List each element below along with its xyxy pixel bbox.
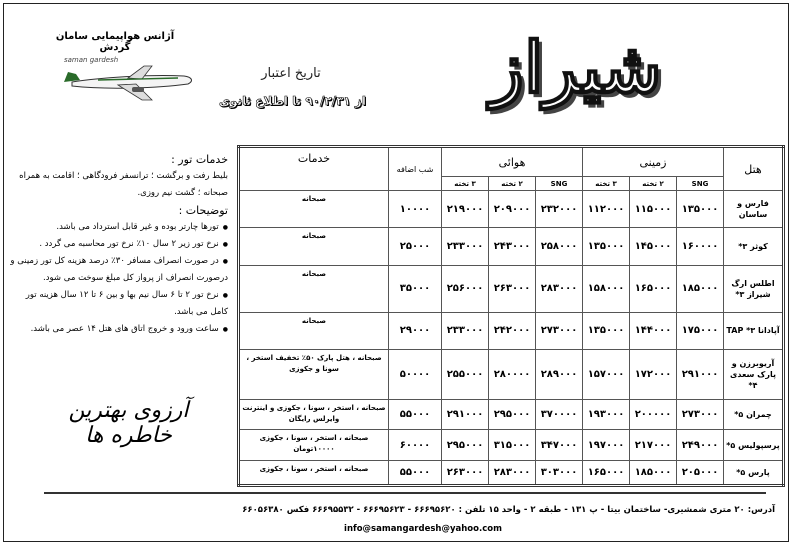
price-air-double: ۳۱۵۰۰۰	[489, 430, 536, 460]
price-ground-triple: ۱۱۲۰۰۰	[583, 191, 630, 228]
price-air-double: ۲۸۰۰۰۰	[489, 349, 536, 400]
note-item: ● نرخ تور ۲ تا ۶ سال نیم بها و بین ۶ تا ۱۲ سال هزینه تور کامل می باشد.	[10, 287, 228, 321]
table-row	[239, 349, 784, 400]
hotel-name: فارس و ساسان	[724, 191, 784, 228]
table-row	[239, 400, 784, 430]
price-air-sng: ۳۷۰۰۰۰	[536, 400, 583, 430]
tour-notes	[10, 151, 228, 338]
services-cell: صبحانه	[239, 191, 389, 228]
note-item: ● در صورت انصراف مسافر ۳۰٪ درصد هزینه کل تور زمینی و درصورت انصراف از پرواز کل مبلغ سوخت می شود.	[10, 253, 228, 287]
header-air: هوائی	[442, 147, 583, 177]
price-air-sng: ۳۰۳۰۰۰	[536, 460, 583, 485]
price-ground-sng: ۱۶۰۰۰۰	[677, 228, 724, 265]
slogan: آرزوی بهترین خاطره ها	[68, 398, 189, 448]
hotel-name: اطلس ارگ شیراز ۳*	[724, 265, 784, 312]
table-row	[239, 265, 784, 312]
hotel-name: آپادانا ۳* TAP	[724, 313, 784, 349]
footer-divider	[44, 492, 766, 494]
explanations-title: توضیحات :	[178, 204, 228, 217]
price-ground-triple: ۱۹۷۰۰۰	[583, 430, 630, 460]
price-air-triple: ۲۹۵۰۰۰	[442, 430, 489, 460]
price-ground-double: ۱۷۲۰۰۰	[630, 349, 677, 400]
price-air-sng: ۲۸۹۰۰۰	[536, 349, 583, 400]
price-ground-double: ۱۱۵۰۰۰	[630, 191, 677, 228]
price-extra-night: ۵۵۰۰۰	[389, 400, 442, 430]
price-ground-double: ۲۰۰۰۰۰	[630, 400, 677, 430]
header-hotel: هتل	[724, 147, 784, 191]
subheader-ground-double: ۲ تخته	[630, 177, 677, 191]
price-air-double: ۲۸۳۰۰۰	[489, 460, 536, 485]
price-ground-double: ۲۱۷۰۰۰	[630, 430, 677, 460]
price-air-double: ۲۴۳۰۰۰	[489, 228, 536, 265]
price-ground-triple: ۱۳۵۰۰۰	[583, 313, 630, 349]
price-air-double: ۲۰۹۰۰۰	[489, 191, 536, 228]
price-ground-triple: ۱۶۵۰۰۰	[583, 460, 630, 485]
hotel-name: پارس ۵*	[724, 460, 784, 485]
price-ground-double: ۱۶۵۰۰۰	[630, 265, 677, 312]
explanations-list	[10, 219, 228, 338]
logo-text: saman gardesh	[64, 56, 119, 64]
table-row	[239, 313, 784, 349]
price-air-triple: ۲۱۹۰۰۰	[442, 191, 489, 228]
price-extra-night: ۲۵۰۰۰	[389, 228, 442, 265]
table-row	[239, 430, 784, 460]
price-air-triple: ۲۹۱۰۰۰	[442, 400, 489, 430]
price-extra-night: ۱۰۰۰۰	[389, 191, 442, 228]
price-air-sng: ۲۵۸۰۰۰	[536, 228, 583, 265]
agency-name: آژانس هواپیمایی سامان گردش	[55, 31, 175, 53]
table-row	[239, 191, 784, 228]
price-air-double: ۲۴۲۰۰۰	[489, 313, 536, 349]
note-item: ● تورها چارتر بوده و غیر قابل استرداد می باشد.	[10, 219, 228, 236]
price-extra-night: ۵۰۰۰۰	[389, 349, 442, 400]
price-ground-sng: ۲۰۵۰۰۰	[677, 460, 724, 485]
price-air-triple: ۲۶۳۰۰۰	[442, 460, 489, 485]
price-table	[237, 145, 785, 487]
price-air-sng: ۲۷۳۰۰۰	[536, 313, 583, 349]
services-cell: صبحانه ، استخر ، سونا ، جکوزی	[239, 460, 389, 485]
price-ground-sng: ۱۳۵۰۰۰	[677, 191, 724, 228]
price-air-triple: ۲۵۶۰۰۰	[442, 265, 489, 312]
price-ground-triple: ۱۹۳۰۰۰	[583, 400, 630, 430]
price-ground-triple: ۱۵۸۰۰۰	[583, 265, 630, 312]
hotel-name: آریوبرزن و پارک سعدی ۴*	[724, 349, 784, 400]
price-ground-double: ۱۴۴۰۰۰	[630, 313, 677, 349]
price-ground-sng: ۲۴۹۰۰۰	[677, 430, 724, 460]
subheader-air-double: ۲ تخته	[489, 177, 536, 191]
header-extra-night: شب اضافه	[389, 147, 442, 191]
services-cell: صبحانه	[239, 228, 389, 265]
price-ground-triple: ۱۵۷۰۰۰	[583, 349, 630, 400]
header-ground: زمینی	[583, 147, 724, 177]
price-extra-night: ۵۵۰۰۰	[389, 460, 442, 485]
note-item: ● ساعت ورود و خروج اتاق های هتل ۱۴ عصر می باشد.	[10, 321, 228, 338]
price-ground-sng: ۲۷۳۰۰۰	[677, 400, 724, 430]
price-ground-sng: ۱۷۵۰۰۰	[677, 313, 724, 349]
services-cell: صبحانه ، استخر ، سونا ، جکوزی ۱۰۰۰۰تومان	[239, 430, 389, 460]
price-ground-double: ۱۸۵۰۰۰	[630, 460, 677, 485]
price-air-sng: ۳۴۷۰۰۰	[536, 430, 583, 460]
services-cell: صبحانه ، استخر ، سونا ، جکوزی و اینترنت وایرلس رایگان	[239, 400, 389, 430]
footer-address: آدرس: ۲۰ متری شمشیری- ساختمان بیتا - پ ۱۳۱ - طبقه ۲ - واحد ۱۵ تلفن : ۶۶۶۹۵۶۲۰ - ۶۶۶۹۵۶۲۳ - ۶۶۶۹۵۵۳۲ فکس ۶۶۰۵۶۳۸۰	[242, 505, 775, 515]
price-air-triple: ۲۵۵۰۰۰	[442, 349, 489, 400]
services-title: خدمات تور :	[171, 153, 228, 166]
price-ground-double: ۱۴۵۰۰۰	[630, 228, 677, 265]
price-ground-sng: ۲۹۱۰۰۰	[677, 349, 724, 400]
subheader-ground-sng: SNG	[677, 177, 724, 191]
services-cell: صبحانه ، هتل پارک ۵۰٪ تخفیف استخر ، سونا و جکوزی	[239, 349, 389, 400]
subheader-air-sng: SNG	[536, 177, 583, 191]
table-row	[239, 228, 784, 265]
price-air-double: ۲۹۵۰۰۰	[489, 400, 536, 430]
price-air-triple: ۲۳۳۰۰۰	[442, 228, 489, 265]
price-extra-night: ۶۰۰۰۰	[389, 430, 442, 460]
price-ground-sng: ۱۸۵۰۰۰	[677, 265, 724, 312]
services-cell: صبحانه	[239, 265, 389, 312]
price-air-double: ۲۶۳۰۰۰	[489, 265, 536, 312]
subheader-ground-triple: ۳ تخته	[583, 177, 630, 191]
hotel-name: چمران ۵*	[724, 400, 784, 430]
price-ground-triple: ۱۳۵۰۰۰	[583, 228, 630, 265]
footer-email[interactable]: info@samangardesh@yahoo.com	[344, 524, 502, 534]
hotel-name: کوثر ۳*	[724, 228, 784, 265]
subheader-air-triple: ۳ تخته	[442, 177, 489, 191]
hotel-name: پرسپولیس ۵*	[724, 430, 784, 460]
services-cell: صبحانه	[239, 313, 389, 349]
table-row	[239, 460, 784, 485]
note-item: ● نرخ تور زیر ۲ سال ۱۰٪ نرخ تور محاسبه می گردد .	[10, 236, 228, 253]
price-air-sng: ۲۸۳۰۰۰	[536, 265, 583, 312]
price-extra-night: ۲۹۰۰۰	[389, 313, 442, 349]
header-services: خدمات	[239, 147, 389, 191]
price-air-triple: ۲۳۳۰۰۰	[442, 313, 489, 349]
price-air-sng: ۲۳۲۰۰۰	[536, 191, 583, 228]
validity-dates: از ۹۰/۲/۳۱ تا اطلاع ثانوی	[219, 94, 366, 108]
price-extra-night: ۳۵۰۰۰	[389, 265, 442, 312]
city-title: شیراز	[490, 26, 662, 109]
services-text: بلیط رفت و برگشت ؛ ترانسفر فرودگاهی ؛ اقامت به همراه صبحانه ؛ گشت نیم روزی.	[19, 171, 228, 198]
validity-label: تاریخ اعتبار	[261, 66, 321, 81]
